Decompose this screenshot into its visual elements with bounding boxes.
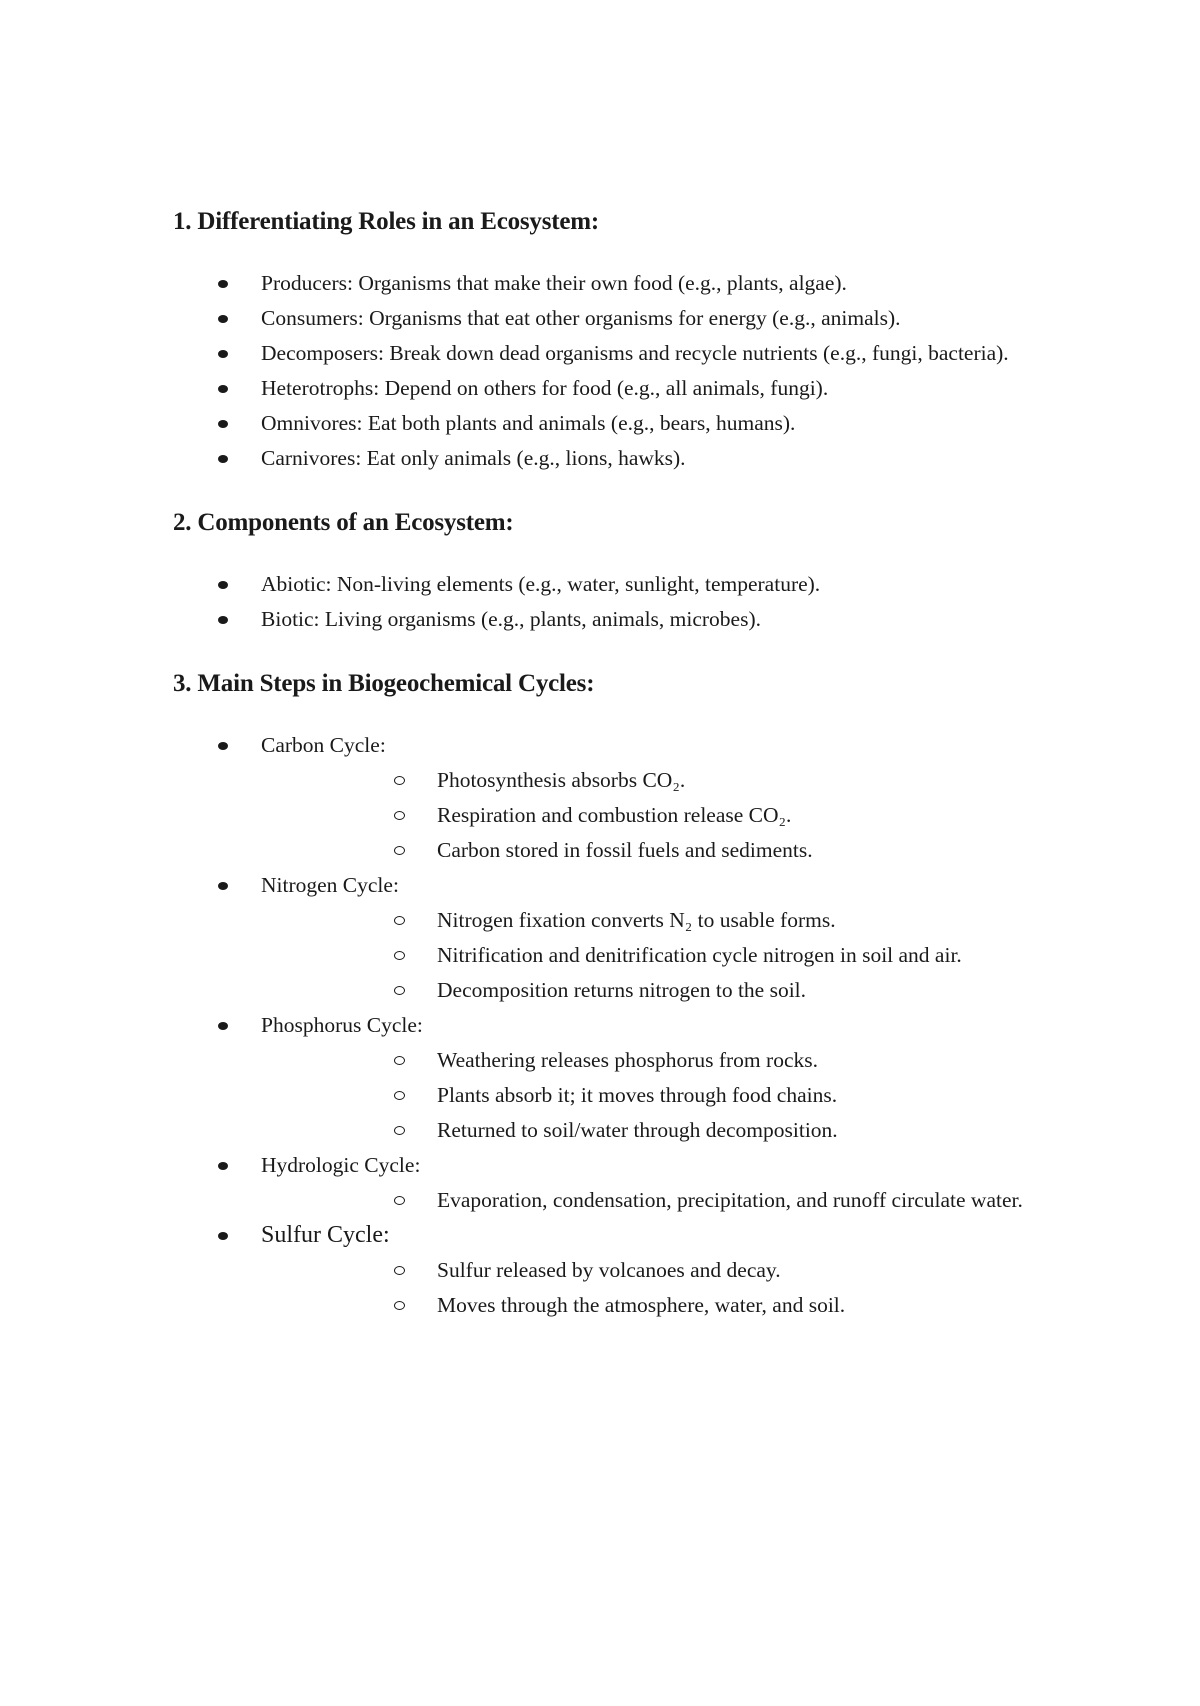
bullet-icon (218, 742, 228, 750)
list-item-text: Carnivores: Eat only animals (e.g., lions, hawks). (261, 446, 686, 470)
list-item-text: Carbon Cycle: (261, 733, 386, 757)
sub-list (261, 1043, 1033, 1148)
sub-list-item (261, 973, 1033, 1008)
sub-list-item (261, 1288, 1033, 1323)
hollow-bullet-icon (394, 1266, 405, 1275)
bullet-icon (218, 1022, 228, 1030)
sub-list-item-text: Sulfur released by volcanoes and decay. (437, 1258, 781, 1282)
sub-list-item-text: Nitrogen fixation converts N₂ to usable forms. (437, 908, 836, 932)
list-item (173, 567, 1033, 602)
list-item-sulfur-cycle (173, 1218, 1033, 1323)
list-item-text: Heterotrophs: Depend on others for food (e.g., all animals, fungi). (261, 376, 829, 400)
bullet-icon (218, 581, 228, 589)
section-ecosystem-roles (173, 205, 1033, 476)
sub-list-item-text: Evaporation, condensation, precipitation, and runoff circulate water. (437, 1188, 1023, 1212)
list-item (173, 336, 1033, 371)
list-item-hydrologic-cycle (173, 1148, 1033, 1218)
sub-list-item-text: Carbon stored in fossil fuels and sediments. (437, 838, 813, 862)
sub-list-item (261, 938, 1033, 973)
bullet-icon (218, 882, 228, 890)
hollow-bullet-icon (394, 811, 405, 820)
list-item-phosphorus-cycle (173, 1008, 1033, 1148)
list-item (173, 266, 1033, 301)
sub-list (261, 763, 1033, 868)
sub-list-item-text: Returned to soil/water through decomposition. (437, 1118, 838, 1142)
list-item-text: Consumers: Organisms that eat other organisms for energy (e.g., animals). (261, 306, 901, 330)
list-item-text: Abiotic: Non-living elements (e.g., water, sunlight, temperature). (261, 572, 821, 596)
sub-list-item-text: Nitrification and denitrification cycle nitrogen in soil and air. (437, 943, 962, 967)
list-item (173, 441, 1033, 476)
sub-list-item-text: Decomposition returns nitrogen to the soil. (437, 978, 807, 1002)
hollow-bullet-icon (394, 1126, 405, 1135)
sub-list-item-text: Photosynthesis absorbs CO₂. (437, 768, 686, 792)
bullet-icon (218, 1162, 228, 1170)
hollow-bullet-icon (394, 1056, 405, 1065)
hollow-bullet-icon (394, 846, 405, 855)
list-item (173, 406, 1033, 441)
bullet-icon (218, 350, 228, 358)
list-item (173, 301, 1033, 336)
sub-list-item (261, 798, 1033, 833)
list-item-carbon-cycle (173, 728, 1033, 868)
sub-list-item (261, 1183, 1033, 1218)
list-item-text: Producers: Organisms that make their own food (e.g., plants, algae). (261, 271, 847, 295)
section-heading: 2. Components of an Ecosystem: (173, 509, 514, 536)
sub-list-item-text: Plants absorb it; it moves through food chains. (437, 1083, 838, 1107)
bullet-icon (218, 280, 228, 288)
hollow-bullet-icon (394, 1091, 405, 1100)
list-item-text: Sulfur Cycle: (261, 1222, 390, 1248)
sub-list-item (261, 763, 1033, 798)
bullet-icon (218, 1232, 228, 1240)
sub-list-item (261, 1113, 1033, 1148)
hollow-bullet-icon (394, 776, 405, 785)
sub-list-item (261, 833, 1033, 868)
bullet-list (173, 567, 1033, 637)
list-item (173, 371, 1033, 406)
bullet-list (173, 266, 1033, 476)
section-ecosystem-components (173, 506, 1033, 637)
bullet-icon (218, 385, 228, 393)
section-heading: 1. Differentiating Roles in an Ecosystem: (173, 208, 600, 235)
sub-list-item (261, 1043, 1033, 1078)
list-item-text: Omnivores: Eat both plants and animals (e.g., bears, humans). (261, 411, 796, 435)
bullet-list (173, 728, 1033, 1323)
sub-list-item (261, 903, 1033, 938)
sub-list-item-text: Moves through the atmosphere, water, and soil. (437, 1293, 846, 1317)
list-item-text: Nitrogen Cycle: (261, 873, 399, 897)
sub-list (261, 1253, 1033, 1323)
bullet-icon (218, 455, 228, 463)
hollow-bullet-icon (394, 1196, 405, 1205)
list-item-text: Biotic: Living organisms (e.g., plants, animals, microbes). (261, 607, 762, 631)
hollow-bullet-icon (394, 951, 405, 960)
hollow-bullet-icon (394, 986, 405, 995)
hollow-bullet-icon (394, 916, 405, 925)
section-biogeochemical-cycles (173, 667, 1033, 1323)
bullet-icon (218, 616, 228, 624)
list-item (173, 602, 1033, 637)
sub-list (261, 1183, 1033, 1218)
document-page (173, 205, 1033, 1323)
list-item-nitrogen-cycle (173, 868, 1033, 1008)
section-heading: 3. Main Steps in Biogeochemical Cycles: (173, 670, 595, 697)
bullet-icon (218, 315, 228, 323)
sub-list-item (261, 1078, 1033, 1113)
sub-list-item-text: Weathering releases phosphorus from rocks. (437, 1048, 818, 1072)
sub-list-item (261, 1253, 1033, 1288)
list-item-text: Phosphorus Cycle: (261, 1013, 423, 1037)
hollow-bullet-icon (394, 1301, 405, 1310)
sub-list (261, 903, 1033, 1008)
list-item-text: Decomposers: Break down dead organisms and recycle nutrients (e.g., fungi, bacteria). (261, 341, 1009, 365)
bullet-icon (218, 420, 228, 428)
sub-list-item-text: Respiration and combustion release CO₂. (437, 803, 792, 827)
list-item-text: Hydrologic Cycle: (261, 1153, 421, 1177)
